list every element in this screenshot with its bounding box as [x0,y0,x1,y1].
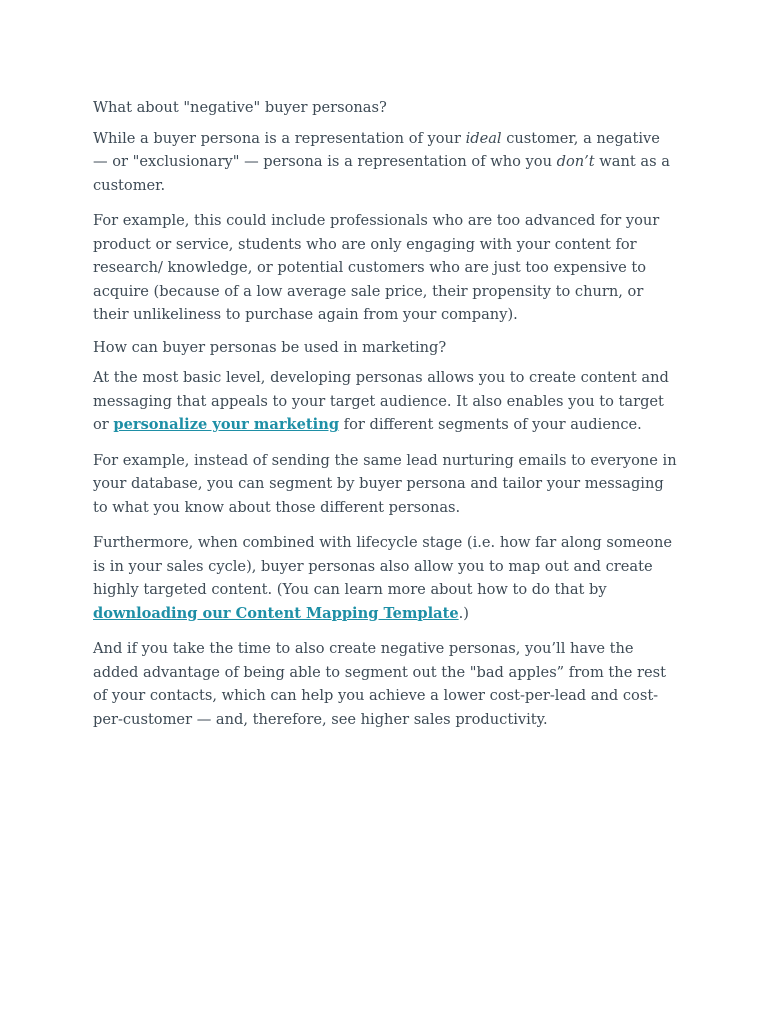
text-segment: want as a customer. [93,153,670,194]
text-segment: While a buyer persona is a representation of your [93,129,466,147]
paragraph-negative-persona-definition [93,127,678,198]
text-segment: .) [458,604,469,622]
document-body [93,96,678,743]
text-segment: Furthermore, when combined with lifecycle stage (i.e. how far along someone is in your sales cycle), buyer personas also allow you to map out and create highly targeted content. (You can learn more about how to do that by [93,534,672,598]
paragraph-negative-persona-examples: For example, this could include professionals who are too advanced for your product or service, students who are only engaging with your content for research/ knowledge, or potential customers who are just too expensive to acquire (because of a low average sale price, their propensity to churn, or their unlikeliness to purchase again from your company). [93,212,660,323]
content-mapping-template-link[interactable]: downloading our Content Mapping Template [93,604,459,622]
emphasis-ideal: ideal [465,129,502,147]
text-segment: At the most basic level, developing personas allows you to create content and messaging that appeals to your target audience. It also enables you to target or [93,369,669,433]
section-heading-personas-in-marketing: How can buyer personas be used in marketing? [93,338,447,356]
paragraph-lead-nurturing-example: For example, instead of sending the same lead nurturing emails to everyone in your database, you can segment by buyer persona and tailor your messaging to what you know about those different personas. [93,451,677,516]
personalize-marketing-link[interactable]: personalize your marketing [113,416,340,433]
emphasis-dont: don’t [556,153,595,170]
paragraph-negative-persona-advantage: And if you take the time to also create negative personas, you’ll have the added advantage of being able to segment out the "bad apples” from the rest of your contacts, which can help you achieve a lower cost-per-lead and cost-per-customer — and, therefore, see higher sales productivity. [93,640,666,728]
text-segment: customer, a negative — or "exclusionary" — persona is a representation of who you [93,129,660,170]
text-segment: for different segments of your audience. [339,416,642,433]
paragraph-basic-level [93,366,678,437]
paragraph-lifecycle-stage [93,531,678,625]
section-heading-negative-personas: What about "negative" buyer personas? [93,99,387,116]
